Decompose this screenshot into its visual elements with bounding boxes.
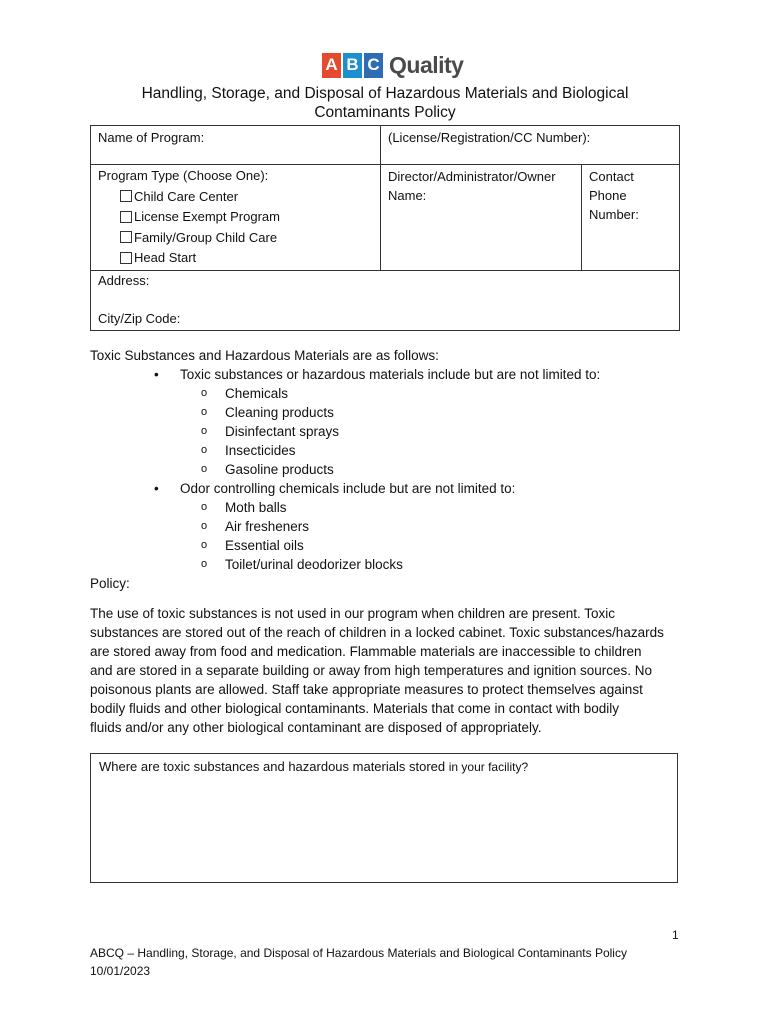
checkbox[interactable] bbox=[120, 190, 132, 202]
option-family-group-child-care[interactable] bbox=[120, 227, 373, 248]
sub-text: Disinfectant sprays bbox=[225, 424, 340, 439]
bullet-mark: • bbox=[154, 481, 159, 496]
abc-quality-logo bbox=[322, 52, 463, 78]
address-cell[interactable] bbox=[91, 271, 680, 331]
sub-item bbox=[90, 384, 690, 403]
bullet-item bbox=[90, 365, 690, 384]
option-label: License Exempt Program bbox=[134, 209, 280, 225]
sub-mark: o bbox=[201, 501, 208, 513]
sub-mark: o bbox=[201, 558, 208, 570]
contact-label-3: Number: bbox=[589, 207, 639, 222]
option-child-care-center[interactable] bbox=[120, 186, 373, 207]
sub-text: Cleaning products bbox=[225, 405, 334, 420]
policy-line: are stored away from food and medication. Flammable materials are inaccessible to children bbox=[90, 644, 642, 659]
sub-item bbox=[90, 460, 690, 479]
sub-mark: o bbox=[201, 463, 208, 475]
sub-item bbox=[90, 403, 690, 422]
question-tail: in your facility? bbox=[448, 760, 529, 774]
city-zip-label: City/Zip Code: bbox=[98, 311, 181, 326]
sub-text: Chemicals bbox=[225, 386, 289, 401]
option-label: Child Care Center bbox=[134, 188, 239, 204]
checkbox[interactable] bbox=[120, 231, 132, 243]
sub-item bbox=[90, 422, 690, 441]
address-label: Address: bbox=[98, 273, 150, 288]
sub-text: Air fresheners bbox=[225, 519, 310, 534]
logo-letter-a: A bbox=[322, 53, 341, 78]
logo-letter-c: C bbox=[364, 53, 383, 78]
storage-location-answer-box[interactable] bbox=[90, 753, 678, 883]
footer-date: 10/01/2023 bbox=[90, 964, 151, 978]
hazard-list-section bbox=[90, 346, 690, 593]
option-label: Family/Group Child Care bbox=[134, 229, 278, 245]
page-footer bbox=[90, 944, 690, 980]
footer-title: ABCQ – Handling, Storage, and Disposal of Hazardous Materials and Biological Contaminants Policy bbox=[90, 946, 627, 960]
logo-letter-b: B bbox=[343, 53, 362, 78]
bullet-mark: • bbox=[154, 367, 159, 382]
program-info-table bbox=[90, 125, 680, 331]
program-type-options bbox=[98, 186, 373, 268]
policy-line: poisonous plants are allowed. Staff take appropriate measures to protect themselves against bbox=[90, 682, 643, 697]
director-label-1: Director/Administrator/Owner bbox=[388, 169, 556, 184]
page-title bbox=[90, 84, 680, 122]
intro-text: Toxic Substances and Hazardous Materials are as follows: bbox=[90, 348, 439, 363]
bullet-text: Odor controlling chemicals include but are not limited to: bbox=[180, 481, 516, 496]
name-of-program-cell[interactable] bbox=[91, 126, 381, 165]
checkbox[interactable] bbox=[120, 252, 132, 264]
contact-label-2: Phone bbox=[589, 188, 627, 203]
logo-word: Quality bbox=[389, 51, 464, 78]
title-line-1: Handling, Storage, and Disposal of Hazardous Materials and Biological bbox=[141, 85, 629, 102]
option-label: Head Start bbox=[134, 250, 197, 266]
sub-mark: o bbox=[201, 444, 208, 456]
license-number-cell[interactable] bbox=[381, 126, 680, 165]
policy-paragraph bbox=[90, 604, 682, 737]
checkbox[interactable] bbox=[120, 211, 132, 223]
director-label-2: Name: bbox=[388, 188, 427, 203]
contact-phone-cell[interactable] bbox=[582, 165, 680, 271]
title-line-2: Contaminants Policy bbox=[314, 104, 456, 121]
sub-item bbox=[90, 517, 690, 536]
contact-label-1: Contact bbox=[589, 169, 634, 184]
sub-text: Moth balls bbox=[225, 500, 287, 515]
director-name-cell[interactable] bbox=[381, 165, 582, 271]
sub-mark: o bbox=[201, 387, 208, 399]
sub-item bbox=[90, 555, 690, 574]
sub-item bbox=[90, 441, 690, 460]
sub-text: Gasoline products bbox=[225, 462, 334, 477]
option-license-exempt-program[interactable] bbox=[120, 207, 373, 228]
bullet-item bbox=[90, 479, 690, 498]
sub-mark: o bbox=[201, 425, 208, 437]
policy-line: and are stored in a separate building or away from high temperatures and ignition sources. No bbox=[90, 663, 653, 678]
policy-line: fluids and/or any other biological contaminant are disposed of appropriately. bbox=[90, 720, 542, 735]
sub-mark: o bbox=[201, 539, 208, 551]
policy-line: The use of toxic substances is not used in our program when children are present. Toxic bbox=[90, 606, 616, 621]
name-of-program-label: Name of Program: bbox=[98, 130, 205, 145]
license-number-label: (License/Registration/CC Number): bbox=[388, 130, 591, 145]
policy-label: Policy: bbox=[90, 576, 130, 591]
policy-line: substances are stored out of the reach of children in a locked cabinet. Toxic substances/hazards bbox=[90, 625, 664, 640]
option-head-start[interactable] bbox=[120, 248, 373, 269]
sub-mark: o bbox=[201, 520, 208, 532]
sub-item bbox=[90, 498, 690, 517]
policy-line: bodily fluids and other biological contaminants. Materials that come in contact with bodily bbox=[90, 701, 620, 716]
sub-text: Essential oils bbox=[225, 538, 304, 553]
sub-text: Insecticides bbox=[225, 443, 296, 458]
sub-text: Toilet/urinal deodorizer blocks bbox=[225, 557, 403, 572]
page-number: 1 bbox=[672, 928, 679, 942]
sub-item bbox=[90, 536, 690, 555]
bullet-text: Toxic substances or hazardous materials include but are not limited to: bbox=[180, 367, 601, 382]
program-type-cell bbox=[91, 165, 381, 271]
program-type-label: Program Type (Choose One): bbox=[98, 168, 269, 183]
question-text: Where are toxic substances and hazardous materials stored bbox=[99, 759, 446, 774]
sub-mark: o bbox=[201, 406, 208, 418]
